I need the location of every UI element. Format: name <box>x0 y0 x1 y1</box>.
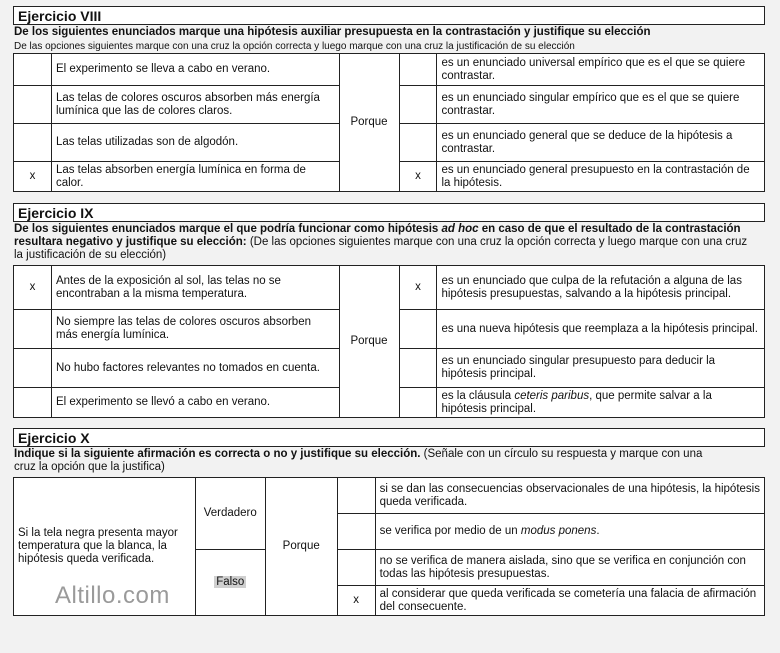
falso-label: Falso <box>216 576 245 588</box>
option-text: Las telas de colores oscuros absorben más energía lumínica que las de colores claros. <box>51 86 339 124</box>
ejercicio-8-subinstruction: De las opciones siguientes marque con una cruz la opción correcta y luego marque con una cruz la justificación de su elección <box>14 41 575 52</box>
reason-text: es un enunciado general que se deduce de la hipótesis a contrastar. <box>437 124 765 162</box>
ejercicio-9-instruction <box>14 223 754 262</box>
reason-checkbox[interactable] <box>337 514 375 550</box>
option-text: No hubo factores relevantes no tomados en cuenta. <box>51 349 339 388</box>
option-checkbox[interactable] <box>14 310 52 349</box>
ejercicio-8-title: Ejercicio VIII <box>13 6 765 25</box>
porque-label: Porque <box>339 54 399 192</box>
reason-checkbox[interactable] <box>399 388 437 418</box>
reason-checkbox[interactable] <box>399 310 437 349</box>
reason-text: es un enunciado singular presupuesto para deducir la hipótesis principal. <box>437 349 765 388</box>
option-checkbox[interactable] <box>14 388 52 418</box>
reason-text-a: se verifica por medio de un <box>379 525 521 537</box>
option-text: El experimento se lleva a cabo en verano. <box>51 54 339 86</box>
ejercicio-8-table <box>13 53 765 192</box>
option-checkbox[interactable] <box>14 124 52 162</box>
ejercicio-9-table <box>13 265 765 418</box>
ejercicio-8-instruction-main: De los siguientes enunciados marque una hipótesis auxiliar presupuesta en la contrastación y justifique su elección <box>14 26 651 38</box>
option-checkbox[interactable] <box>14 86 52 124</box>
altillo-watermark: Altillo.com <box>55 582 170 609</box>
reason-text: es un enunciado general presupuesto en la contrastación de la hipótesis. <box>437 162 765 192</box>
reason-checkbox[interactable]: x <box>399 266 437 310</box>
reason-checkbox[interactable] <box>399 54 437 86</box>
table-row <box>14 478 765 514</box>
statement-text: Si la tela negra presenta mayor temperatura que la blanca, la hipótesis queda verificada. <box>14 478 196 616</box>
reason-text-b: . <box>596 525 600 537</box>
reason-text: no se verifica de manera aislada, sino que se verifica en conjunción con todas las hipótesis presupuestas. <box>375 550 764 586</box>
reason-text: es un enunciado que culpa de la refutación a alguna de las hipótesis presupuestas, salvando a la hipótesis principal. <box>437 266 765 310</box>
porque-label: Porque <box>265 478 337 616</box>
reason-text <box>375 514 764 550</box>
table-row <box>14 54 765 86</box>
falso-option[interactable] <box>195 550 265 616</box>
reason-text: es una nueva hipótesis que reemplaza a la hipótesis principal. <box>437 310 765 349</box>
modus-ponens-term: modus ponens <box>520 525 597 537</box>
ejercicio-10-instruction-note: (Señale con un círculo su respuesta y marque con una cruz la opción que la justifica) <box>14 448 703 473</box>
ejercicio-9-instruction-a: De los siguientes enunciados marque el que podría funcionar como hipótesis <box>14 223 442 235</box>
verdadero-option[interactable]: Verdadero <box>195 478 265 550</box>
ejercicio-9-instruction-b: en caso de que el resultado de la contrastación resultara negativo y justifique su elección: <box>14 223 741 248</box>
reason-checkbox[interactable] <box>337 478 375 514</box>
table-row <box>14 266 765 310</box>
ejercicio-10-instruction <box>14 448 714 474</box>
ceteris-paribus-term: ceteris paribus <box>514 389 590 402</box>
ejercicio-10-instruction-main: Indique si la siguiente afirmación es correcta o no y justifique su elección. <box>14 448 421 460</box>
option-checkbox[interactable]: x <box>14 266 52 310</box>
reason-text-a: es la cláusula <box>441 389 515 402</box>
reason-text: es un enunciado singular empírico que es el que se quiere contrastar. <box>437 86 765 124</box>
option-text: Las telas utilizadas son de algodón. <box>51 124 339 162</box>
reason-checkbox[interactable] <box>399 124 437 162</box>
reason-checkbox[interactable]: x <box>337 586 375 616</box>
option-text: El experimento se llevó a cabo en verano. <box>51 388 339 418</box>
option-checkbox[interactable] <box>14 349 52 388</box>
reason-checkbox[interactable] <box>399 349 437 388</box>
option-text: Antes de la exposición al sol, las telas no se encontraban a la misma temperatura. <box>51 266 339 310</box>
ejercicio-10-title: Ejercicio X <box>13 428 765 447</box>
reason-text-b: , que permite salvar a la hipótesis principal. <box>441 389 712 415</box>
option-checkbox[interactable] <box>14 54 52 86</box>
option-checkbox[interactable]: x <box>14 162 52 192</box>
option-text: No siempre las telas de colores oscuros absorben más energía lumínica. <box>51 310 339 349</box>
reason-checkbox[interactable] <box>399 86 437 124</box>
reason-text <box>437 388 765 418</box>
reason-text: si se dan las consecuencias observacionales de una hipótesis, la hipótesis queda verificada. <box>375 478 764 514</box>
reason-checkbox[interactable]: x <box>399 162 437 192</box>
porque-label: Porque <box>339 266 399 418</box>
reason-text: al considerar que queda verificada se cometería una falacia de afirmación del consecuente. <box>375 586 764 616</box>
ejercicio-8-instruction <box>14 26 651 39</box>
option-text: Las telas absorben energía lumínica en forma de calor. <box>51 162 339 192</box>
ad-hoc-term: ad hoc <box>441 223 479 235</box>
reason-text: es un enunciado universal empírico que es el que se quiere contrastar. <box>437 54 765 86</box>
reason-checkbox[interactable] <box>337 550 375 586</box>
ejercicio-9-title: Ejercicio IX <box>13 203 765 222</box>
ejercicio-9-instruction-note: (De las opciones siguientes marque con una cruz la opción correcta y luego marque con una cruz la justificación de su elección) <box>14 236 748 261</box>
